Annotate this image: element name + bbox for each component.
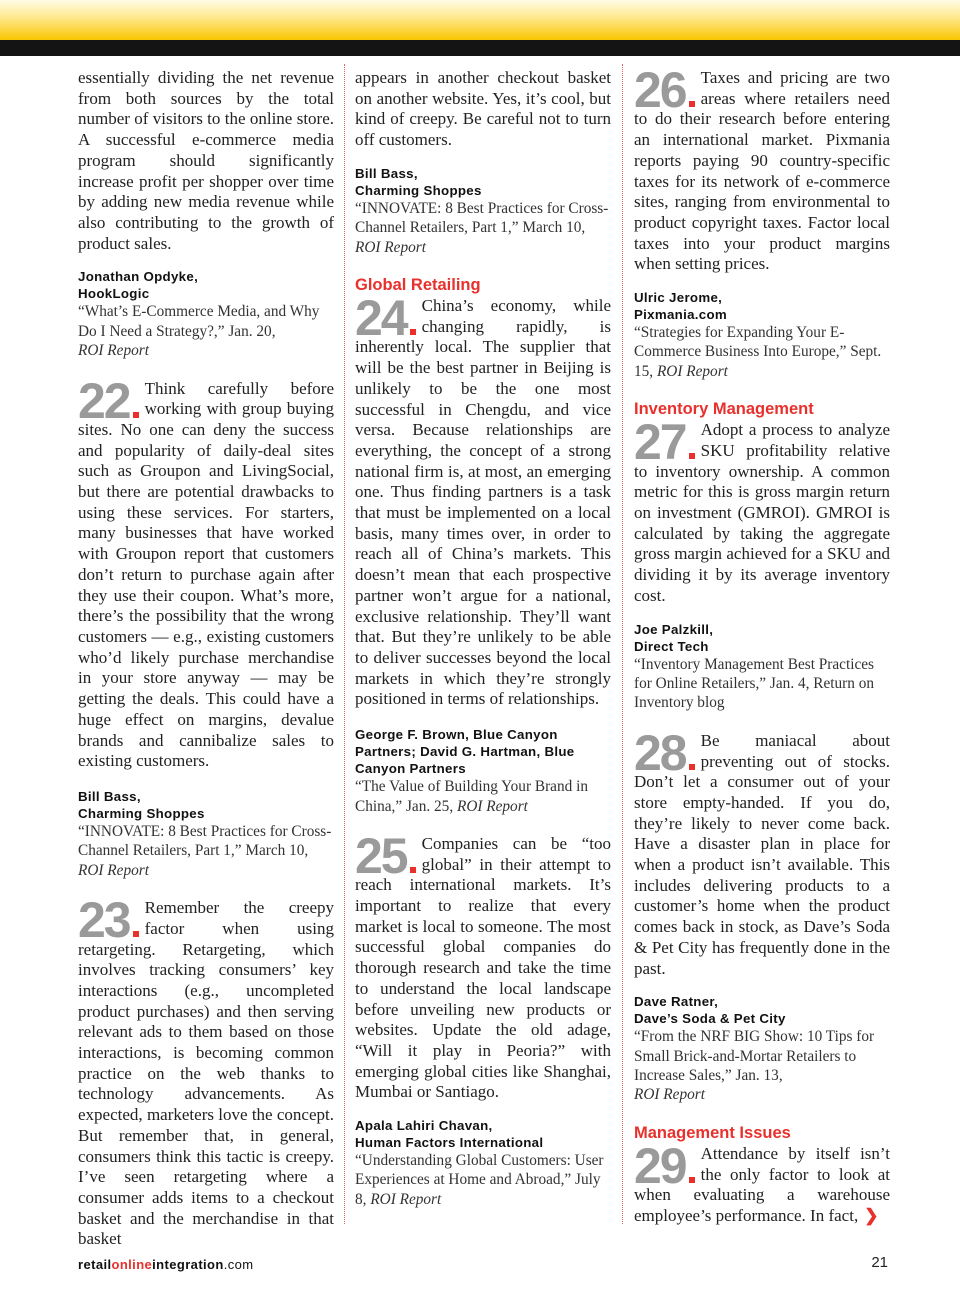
citation: “What’s E-Commerce Media, and Why Do I Need a Strategy?,” Jan. 20, ROI Report [78, 303, 320, 360]
red-dot-icon [133, 931, 139, 937]
citation: “From the NRF BIG Show: 10 Tips for Small Brick-and-Mortar Retailers to Increase Sales,” Jan. 13, ROI Report [634, 1028, 875, 1104]
author-company: HookLogic [78, 286, 150, 302]
tip-text: Think carefully before working with group buying sites. No one can deny the success and popularity of daily-deal sites such as Groupon and LivingSocial, but there are potential drawbacks to using these services. For starters, many businesses that have worked with Groupon report that customers don’t return to purchase again after they use their coupon. What’s more, there’s the possibility that the wrong customers — e.g., existing customers who’d likely purchase merchandise in your store anyway — may be getting the deals. This could have a huge effect on margins, devalue brands and cannibalize sales to existing customers. [78, 378, 334, 771]
tip-number: 23 [78, 901, 139, 939]
tip-28 [634, 724, 890, 979]
citation: “Understanding Global Customers: User Experiences at Home and Abroad,” July 8, ROI Report [355, 1152, 604, 1208]
author-company: Dave’s Soda & Pet City [634, 1011, 786, 1027]
tip-number: 22 [78, 382, 139, 420]
source-attribution [78, 788, 334, 880]
tip-number: 29 [634, 1147, 695, 1185]
column-divider [622, 64, 623, 1224]
publication: ROI Report [78, 861, 149, 879]
source-attribution [355, 165, 611, 257]
citation: “INNOVATE: 8 Best Practices for Cross-Channel Retailers, Part 1,” March 10, ROI Report [355, 199, 609, 256]
section-heading: Global Retailing [355, 276, 481, 295]
red-dot-icon [410, 329, 416, 335]
column-2 [355, 68, 611, 1227]
section-heading: Inventory Management [634, 400, 814, 419]
continue-arrow-icon: ❯ [864, 1205, 879, 1225]
column-1 [78, 68, 334, 1250]
author-company: Human Factors International [355, 1135, 544, 1151]
author-names: George F. Brown, Blue Canyon Partners; David G. Hartman, Blue Canyon Partners [355, 727, 575, 777]
author-company: Charming Shoppes [355, 182, 482, 198]
red-dot-icon [689, 1177, 695, 1183]
tip-23 [78, 892, 334, 1250]
citation: “INNOVATE: 8 Best Practices for Cross-Channel Retailers, Part 1,” March 10, ROI Report [78, 822, 332, 879]
red-dot-icon [689, 101, 695, 107]
tip-22 [78, 372, 334, 772]
author-name: Bill Bass, [355, 165, 418, 181]
tip-25 [355, 827, 611, 1103]
red-dot-icon [689, 453, 695, 459]
author-name: Joe Palzkill, [634, 621, 714, 637]
author-company: Charming Shoppes [78, 805, 205, 821]
tip-text: Adopt a process to analyze SKU profitability relative to inventory ownership. A common metric for this is gross margin return on investment (GMROI). GMROI is calculated by taking the aggregate gross margin achieved for a SKU and dividing it by its average inventory cost. [634, 420, 890, 605]
tip-number: 26 [634, 71, 695, 109]
tip-number: 24 [355, 299, 416, 337]
author-name: Dave Ratner, [634, 994, 719, 1010]
source-attribution [634, 289, 890, 381]
publication: ROI Report [355, 238, 426, 256]
tip-number: 27 [634, 423, 695, 461]
top-banner [0, 0, 960, 56]
tip-text: Taxes and pricing are two areas where retailers need to do their research before entering an international market. Pixmania reports paying 90 country-specific taxes for its network of e-commerce sites, ranging from environmental to product copyright taxes. Factor local taxes into your product margins when setting prices. [634, 68, 890, 274]
paragraph: appears in another checkout basket on another website. Yes, it’s cool, but kind of creepy. Be careful not to turn off customers. [355, 68, 611, 150]
yellow-gradient-band [0, 0, 960, 40]
section-heading: Management Issues [634, 1123, 791, 1142]
dark-band [0, 40, 960, 56]
tip-text: Companies can be “too global” in their attempt to reach international markets. It’s important to realize that every market is local to someone. The most successful global companies do thorough research and take the time to understand the local landscape before unveiling new products or websites. Update the old adage, “Will it play in Peoria?” with emerging global cities like Shanghai, Mumbai or Santiago. [355, 833, 611, 1102]
tip-26 [634, 62, 890, 275]
publication: ROI Report [656, 362, 728, 380]
column-divider [344, 64, 345, 1224]
author-name: Bill Bass, [78, 788, 141, 804]
author-name: Ulric Jerome, [634, 290, 723, 306]
tip-29 [634, 1137, 890, 1227]
tip-27 [634, 414, 890, 606]
source-attribution [78, 268, 334, 360]
source-attribution [634, 993, 890, 1105]
paragraph: essentially dividing the net revenue from both sources by the total number of visitors to the online store. A successful e-commerce media program should significantly increase profit per shopper over time by adding new media revenue while also contributing to the growth of product sales. [78, 68, 334, 253]
red-dot-icon [689, 764, 695, 770]
author-company: Pixmania.com [634, 307, 728, 323]
source-attribution [634, 621, 890, 713]
tip-text: Attendance by itself isn’t the only factor to look at when evaluating a warehouse employee’s performance. In fact, ❯ [634, 1143, 890, 1225]
red-dot-icon [133, 412, 139, 418]
citation: “Inventory Management Best Practices for Online Retailers,” Jan. 4, Return on Inventory blog [634, 655, 875, 712]
tip-text: Be maniacal about preventing out of stocks. Don’t let a consumer out of your store empty-handed. If you do, they’re likely to never come back. Have a disaster plan in place for when a product isn’t available. This includes delivering products to a customer’s home when the product comes back in stock, as Dave’s Soda & Pet City has frequently done in the past. [634, 730, 890, 978]
source-attribution [355, 726, 611, 816]
source-attribution [355, 1117, 611, 1209]
column-3 [634, 62, 890, 1227]
publication: ROI Report [78, 342, 149, 360]
tip-text: China’s economy, while changing rapidly, is inherently local. The supplier that will be the best partner in Beijing is unlikely to be the one most successful in Chengdu, and vice versa. Because relationships are everything, the concept of a strong national firm is, at most, an emerging one. Thus finding partners is a task that must be implemented on a local basis, many times over, in order to reach all of China’s markets. This doesn’t mean that each prospective partner won’t argue for a national, exclusive relationship. They’ll want that. But they’re unlikely to be able to deliver successes beyond the local markets in which they’re strongly positioned in terms of relationships. [355, 296, 611, 709]
tip-number: 28 [634, 734, 695, 772]
author-name: Jonathan Opdyke, [78, 269, 199, 285]
tip-text: Remember the creepy factor when using retargeting. Retargeting, which involves tracking consumers’ key interactions (e.g., uncompleted product purchases) and then serving relevant ads to them based on those interactions, is becoming common practice on the web thanks to technology advancements. As expected, marketers love the concept. But remember that, in general, consumers think this tactic is creepy. I’ve seen retargeting where a consumer adds items to a checkout basket and the merchandise in that basket [78, 898, 334, 1249]
publication: ROI Report [456, 797, 528, 815]
citation: “Strategies for Expanding Your E-Commerce Business Into Europe,” Sept. 15, ROI Report [634, 324, 882, 380]
tip-24 [355, 290, 611, 710]
publication: ROI Report [634, 1086, 705, 1104]
footer-url: retailonlineintegration.com [78, 1257, 254, 1272]
page-number: 21 [871, 1254, 888, 1271]
red-dot-icon [410, 867, 416, 873]
citation: “The Value of Building Your Brand in China,” Jan. 25, ROI Report [355, 778, 588, 815]
tip-number: 25 [355, 837, 416, 875]
author-name: Apala Lahiri Chavan, [355, 1118, 493, 1134]
publication: ROI Report [370, 1190, 442, 1208]
author-company: Direct Tech [634, 638, 709, 654]
